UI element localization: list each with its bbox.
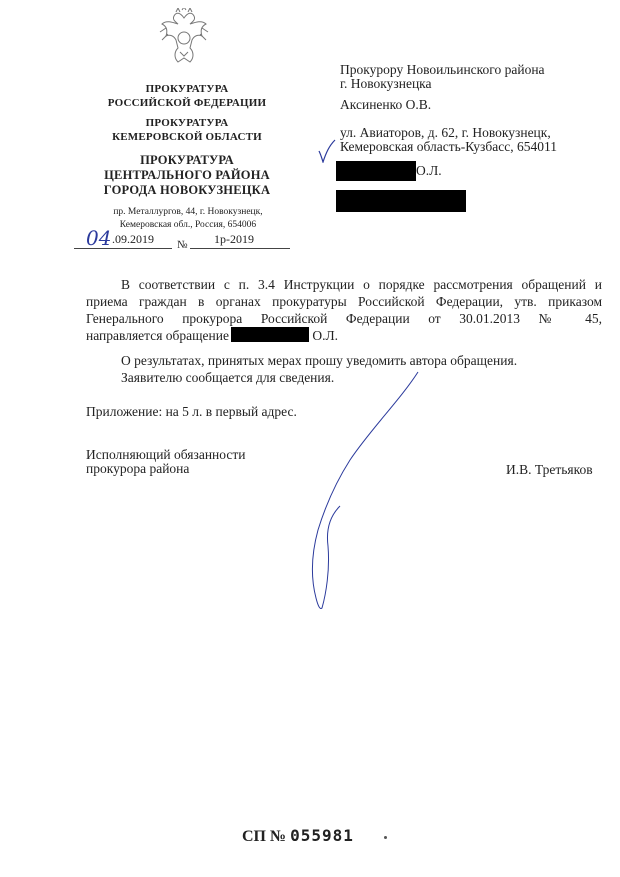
handwritten-check-mark-icon: [318, 139, 336, 163]
address-line: пр. Металлургов, 44, г. Новокузнецк,: [113, 207, 263, 217]
signatory-title: [86, 448, 245, 476]
redaction-bar: [336, 161, 416, 181]
body-paragraph-main: [86, 276, 602, 344]
scan-speck: [384, 836, 387, 839]
number-sign: №: [177, 239, 188, 251]
redaction-bar: [231, 327, 309, 342]
org-line: ПРОКУРАТУРА: [145, 117, 229, 129]
redacted-recipient-initials: О.Л.: [416, 163, 442, 178]
recipient-title-line: г. Новокузнецка: [340, 76, 432, 91]
body-line: В соответствии с п. 3.4 Инструкции о порядке рассмотрения обращений и: [121, 277, 602, 292]
body-line-prefix: направляется обращение: [86, 328, 229, 343]
sender-org-district: [92, 153, 282, 198]
recipient-title: [340, 63, 545, 91]
address-line: Кемеровская обл., Россия, 654006: [119, 220, 257, 230]
org-line: ЦЕНТРАЛЬНОГО РАЙОНА: [104, 168, 270, 182]
org-line: ПРОКУРАТУРА: [145, 83, 229, 95]
document-number: 1р-2019: [214, 232, 254, 246]
body-line: Генерального прокурора Российской Федерации от 30.01.2013 № 45,: [86, 311, 602, 326]
serial-prefix: СП №: [242, 828, 287, 845]
number-underline: [190, 248, 290, 249]
sender-address: [86, 206, 290, 232]
signatory-title-line: прокурора района: [86, 461, 190, 476]
body-paragraph-info: Заявителю сообщается для сведения.: [121, 370, 335, 385]
date-printed: .09.2019: [112, 232, 154, 246]
signatory-name: И.В. Третьяков: [506, 462, 593, 477]
sender-org-regional: [92, 116, 282, 144]
handwritten-signature-icon: [300, 370, 440, 620]
recipient-title-line: Прокурору Новоильинского района: [340, 62, 545, 77]
redaction-bar: [336, 190, 466, 212]
org-line: ГОРОДА НОВОКУЗНЕЦКА: [103, 183, 271, 197]
org-line: РОССИЙСКОЙ ФЕДЕРАЦИИ: [107, 97, 267, 109]
double-headed-eagle-emblem-icon: [158, 8, 210, 66]
body-line: приема граждан в органах прокуратуры Российской Федерации, утв. приказом: [86, 294, 602, 309]
recipient-address-line: ул. Авиаторов, д. 62, г. Новокузнецк,: [340, 125, 551, 140]
recipient-name: Аксиненко О.В.: [340, 97, 432, 112]
attachment-note: Приложение: на 5 л. в первый адрес.: [86, 404, 297, 419]
recipient-address: [340, 126, 557, 154]
form-serial-number: [242, 826, 354, 846]
org-line: КЕМЕРОВСКОЙ ОБЛАСТИ: [112, 131, 262, 143]
body-line-last: [86, 327, 602, 344]
signatory-title-line: Исполняющий обязанности: [86, 447, 246, 462]
sender-org-federal: [92, 82, 282, 110]
recipient-address-line: Кемеровская область-Кузбасс, 654011: [340, 139, 557, 154]
org-line: ПРОКУРАТУРА: [140, 153, 234, 167]
body-paragraph-request: О результатах, принятых мерах прошу уведомить автора обращения.: [121, 353, 518, 368]
serial-digits: 055981: [290, 826, 354, 845]
redacted-applicant-initials: О.Л.: [312, 328, 339, 343]
handwritten-day: 04: [86, 226, 112, 250]
